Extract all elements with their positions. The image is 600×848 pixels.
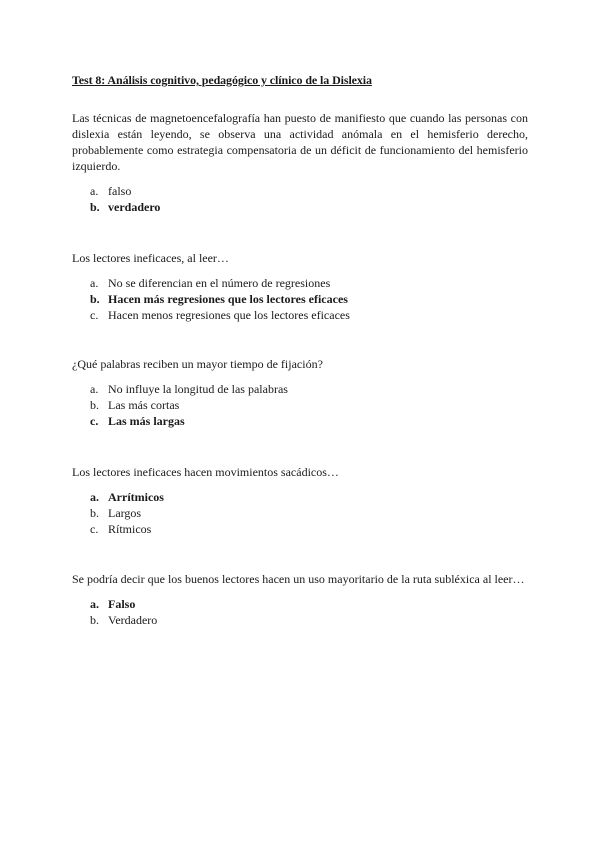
document-title: Test 8: Análisis cognitivo, pedagógico y clínico de la Dislexia xyxy=(72,73,372,87)
option-text: Las más cortas xyxy=(108,398,180,412)
options-list xyxy=(72,596,528,628)
option-text: No se diferencian en el número de regresiones xyxy=(108,276,331,290)
option-c xyxy=(72,521,528,537)
question-2 xyxy=(72,250,528,323)
option-letter: a. xyxy=(90,490,99,504)
option-letter: b. xyxy=(90,398,99,412)
option-c xyxy=(72,307,528,323)
option-a xyxy=(72,381,528,397)
option-letter: b. xyxy=(90,292,100,306)
option-text: Verdadero xyxy=(108,613,158,627)
question-text: Las técnicas de magnetoencefalografía han puesto de manifiesto que cuando las personas con dislexia están leyendo, se observa una actividad anómala en el hemisferio derecho, probablemente como estrategia compensatoria de un déficit de funcionamiento del hemisferio izquierdo. xyxy=(72,111,528,173)
question-5 xyxy=(72,571,528,628)
option-letter: a. xyxy=(90,184,99,198)
option-text: Hacen más regresiones que los lectores eficaces xyxy=(108,292,348,306)
option-letter: b. xyxy=(90,200,100,214)
question-text: Los lectores ineficaces, al leer… xyxy=(72,251,229,265)
question-text: Se podría decir que los buenos lectores hacen un uso mayoritario de la ruta subléxica al leer… xyxy=(72,572,525,586)
options-list xyxy=(72,381,528,429)
option-text: falso xyxy=(108,184,132,198)
option-text: Largos xyxy=(108,506,142,520)
option-a-correct xyxy=(72,489,528,505)
option-b xyxy=(72,397,528,413)
option-letter: c. xyxy=(90,522,99,536)
question-text: Los lectores ineficaces hacen movimientos sacádicos… xyxy=(72,465,339,479)
option-b xyxy=(72,612,528,628)
option-b-correct xyxy=(72,199,528,215)
options-list xyxy=(72,183,528,215)
option-a xyxy=(72,183,528,199)
option-letter: b. xyxy=(90,506,99,520)
option-text: Arrítmicos xyxy=(108,490,164,504)
option-text: verdadero xyxy=(108,200,161,214)
option-text: No influye la longitud de las palabras xyxy=(108,382,288,396)
option-b-correct xyxy=(72,291,528,307)
option-a-correct xyxy=(72,596,528,612)
question-1 xyxy=(72,110,528,215)
option-letter: a. xyxy=(90,597,99,611)
question-4 xyxy=(72,464,528,537)
options-list xyxy=(72,275,528,323)
option-letter: c. xyxy=(90,414,99,428)
option-text: Hacen menos regresiones que los lectores eficaces xyxy=(108,308,350,322)
question-text: ¿Qué palabras reciben un mayor tiempo de fijación? xyxy=(72,357,323,371)
options-list xyxy=(72,489,528,537)
option-text: Rítmicos xyxy=(108,522,152,536)
option-b xyxy=(72,505,528,521)
option-text: Falso xyxy=(108,597,136,611)
option-letter: b. xyxy=(90,613,99,627)
option-a xyxy=(72,275,528,291)
option-letter: a. xyxy=(90,382,99,396)
option-c-correct xyxy=(72,413,528,429)
option-letter: a. xyxy=(90,276,99,290)
option-text: Las más largas xyxy=(108,414,185,428)
option-letter: c. xyxy=(90,308,99,322)
question-3 xyxy=(72,356,528,429)
